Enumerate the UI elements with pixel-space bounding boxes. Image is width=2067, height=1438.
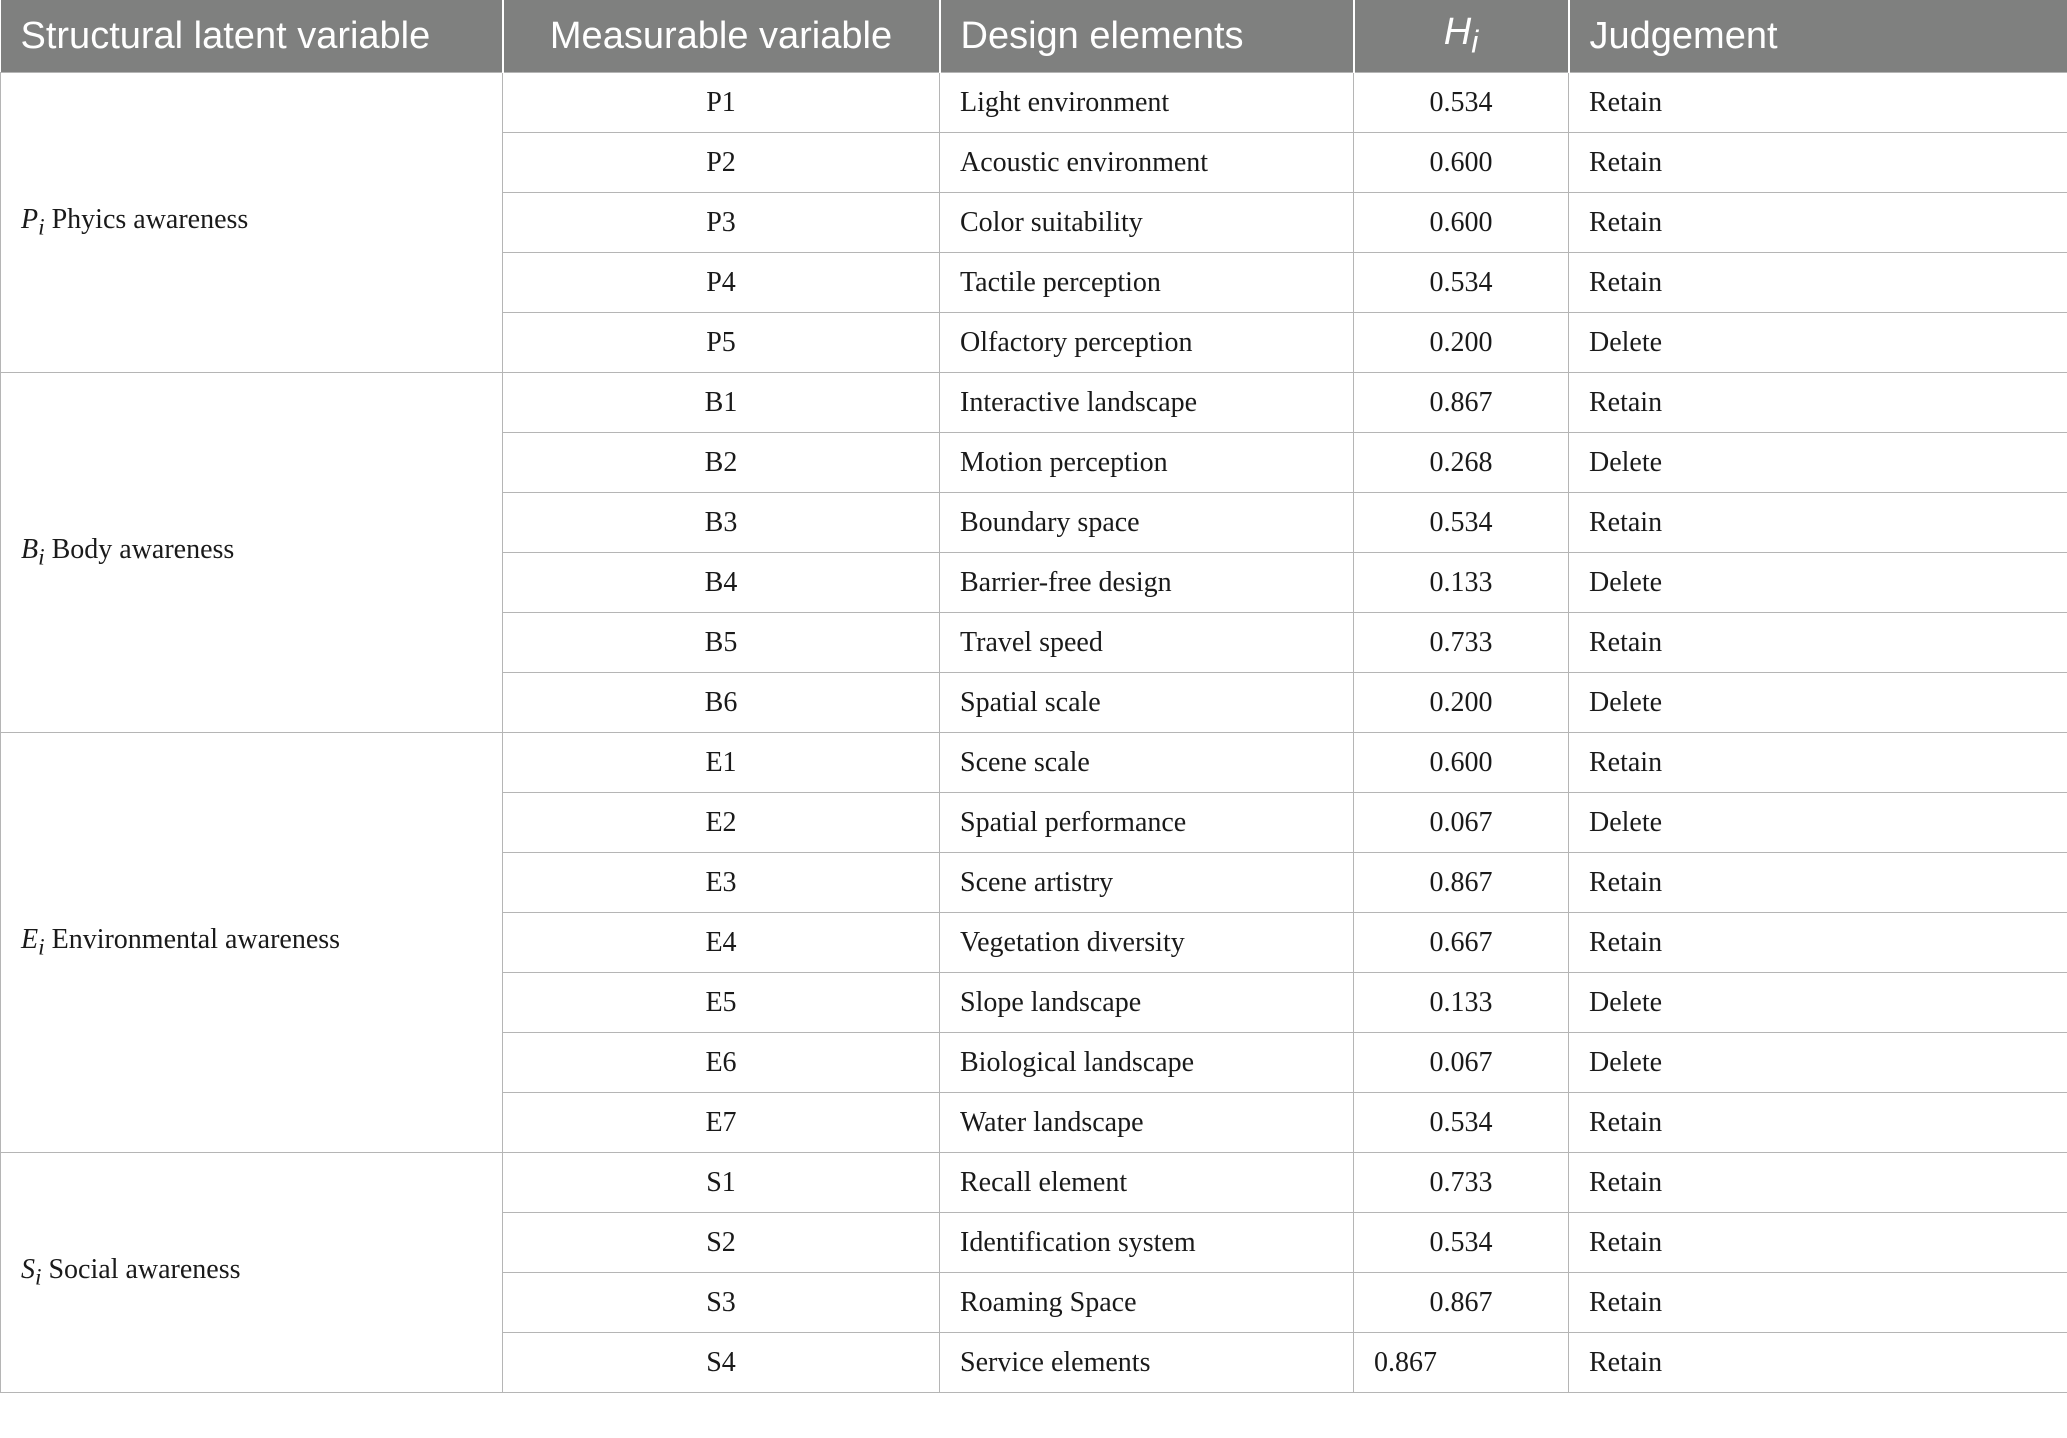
- design-element-cell: Biological landscape: [940, 1033, 1354, 1093]
- design-element-cell: Vegetation diversity: [940, 913, 1354, 973]
- design-element-cell: Light environment: [940, 73, 1354, 133]
- design-element-cell: Travel speed: [940, 613, 1354, 673]
- header-hi: [1354, 0, 1569, 73]
- judgement-cell: Retain: [1569, 733, 2067, 793]
- judgement-cell: Retain: [1569, 913, 2067, 973]
- header-judgement: Judgement: [1569, 0, 2067, 73]
- measurable-variable-cell: B2: [503, 433, 940, 493]
- table-row: [1, 1153, 2067, 1213]
- hi-value-cell: 0.200: [1354, 313, 1569, 373]
- design-element-cell: Olfactory perception: [940, 313, 1354, 373]
- design-element-cell: Barrier-free design: [940, 553, 1354, 613]
- latent-variable-subscript: i: [38, 934, 45, 961]
- latent-variable-symbol: P: [21, 203, 39, 235]
- latent-variable-cell: [1, 73, 503, 373]
- latent-variable-subscript: i: [38, 544, 45, 571]
- latent-variable-subscript: i: [35, 1264, 42, 1291]
- measurable-variable-cell: E6: [503, 1033, 940, 1093]
- measurable-variable-cell: B5: [503, 613, 940, 673]
- design-element-cell: Identification system: [940, 1213, 1354, 1273]
- table-row: [1, 373, 2067, 433]
- latent-variable-symbol: E: [21, 923, 39, 955]
- latent-variable-cell: [1, 1153, 503, 1393]
- measurable-variable-cell: E1: [503, 733, 940, 793]
- design-element-cell: Boundary space: [940, 493, 1354, 553]
- latent-variable-label: Phyics awareness: [51, 203, 249, 235]
- judgement-cell: Delete: [1569, 793, 2067, 853]
- judgement-cell: Retain: [1569, 1153, 2067, 1213]
- judgement-cell: Retain: [1569, 133, 2067, 193]
- header-measurable-variable: Measurable variable: [503, 0, 940, 73]
- header-row: [1, 0, 2067, 73]
- measurable-variable-cell: S1: [503, 1153, 940, 1213]
- design-element-cell: Spatial scale: [940, 673, 1354, 733]
- measurable-variable-cell: E7: [503, 1093, 940, 1153]
- measurable-variable-cell: S4: [503, 1333, 940, 1393]
- judgement-cell: Retain: [1569, 253, 2067, 313]
- hi-value-cell: 0.667: [1354, 913, 1569, 973]
- header-structural-latent-variable: Structural latent variable: [1, 0, 503, 73]
- table-body: [1, 73, 2067, 1393]
- measurable-variable-cell: P2: [503, 133, 940, 193]
- hi-value-cell: 0.534: [1354, 253, 1569, 313]
- judgement-cell: Retain: [1569, 73, 2067, 133]
- measurable-variable-cell: B6: [503, 673, 940, 733]
- design-element-cell: Roaming Space: [940, 1273, 1354, 1333]
- judgement-cell: Delete: [1569, 313, 2067, 373]
- judgement-cell: Delete: [1569, 553, 2067, 613]
- design-element-cell: Spatial performance: [940, 793, 1354, 853]
- design-element-cell: Motion perception: [940, 433, 1354, 493]
- hi-value-cell: 0.268: [1354, 433, 1569, 493]
- judgement-cell: Delete: [1569, 973, 2067, 1033]
- design-element-cell: Water landscape: [940, 1093, 1354, 1153]
- design-element-cell: Tactile perception: [940, 253, 1354, 313]
- hi-value-cell: 0.067: [1354, 1033, 1569, 1093]
- design-element-cell: Color suitability: [940, 193, 1354, 253]
- judgement-cell: Retain: [1569, 1213, 2067, 1273]
- table-row: [1, 733, 2067, 793]
- measurable-variable-cell: S3: [503, 1273, 940, 1333]
- judgement-cell: Retain: [1569, 373, 2067, 433]
- table-row: [1, 73, 2067, 133]
- hi-value-cell: 0.600: [1354, 133, 1569, 193]
- measurable-variable-cell: E4: [503, 913, 940, 973]
- table-header: [1, 0, 2067, 73]
- measurable-variable-cell: E2: [503, 793, 940, 853]
- header-hi-subscript: i: [1471, 23, 1479, 60]
- measurable-variable-cell: P5: [503, 313, 940, 373]
- header-design-elements: Design elements: [940, 0, 1354, 73]
- design-element-cell: Scene artistry: [940, 853, 1354, 913]
- latent-variable-symbol: S: [21, 1253, 35, 1285]
- measurable-variable-cell: B1: [503, 373, 940, 433]
- judgement-cell: Delete: [1569, 673, 2067, 733]
- latent-variable-cell: [1, 373, 503, 733]
- hi-value-cell: 0.867: [1354, 853, 1569, 913]
- measurable-variable-cell: S2: [503, 1213, 940, 1273]
- measurable-variable-cell: B4: [503, 553, 940, 613]
- hi-value-cell: 0.600: [1354, 733, 1569, 793]
- hi-value-cell: 0.733: [1354, 1153, 1569, 1213]
- judgement-cell: Delete: [1569, 1033, 2067, 1093]
- design-element-cell: Interactive landscape: [940, 373, 1354, 433]
- hi-value-cell: 0.534: [1354, 1213, 1569, 1273]
- latent-variable-symbol: B: [21, 533, 39, 565]
- judgement-cell: Retain: [1569, 193, 2067, 253]
- judgement-cell: Retain: [1569, 613, 2067, 673]
- design-element-cell: Slope landscape: [940, 973, 1354, 1033]
- measurable-variable-cell: P4: [503, 253, 940, 313]
- hi-value-cell: 0.867: [1354, 1273, 1569, 1333]
- judgement-cell: Retain: [1569, 493, 2067, 553]
- measurable-variable-cell: B3: [503, 493, 940, 553]
- hi-value-cell: 0.534: [1354, 73, 1569, 133]
- design-element-cell: Service elements: [940, 1333, 1354, 1393]
- hi-value-cell: 0.133: [1354, 973, 1569, 1033]
- latent-variable-cell: [1, 733, 503, 1153]
- judgement-cell: Delete: [1569, 433, 2067, 493]
- hi-value-cell: 0.534: [1354, 493, 1569, 553]
- hi-value-cell: 0.733: [1354, 613, 1569, 673]
- latent-variable-subscript: i: [38, 214, 45, 241]
- measurable-variable-cell: E3: [503, 853, 940, 913]
- latent-variable-label: Environmental awareness: [51, 923, 341, 955]
- hi-value-cell: 0.867: [1354, 373, 1569, 433]
- hi-value-cell: 0.133: [1354, 553, 1569, 613]
- judgement-cell: Retain: [1569, 1273, 2067, 1333]
- judgement-cell: Retain: [1569, 1333, 2067, 1393]
- header-hi-symbol: H: [1443, 11, 1472, 54]
- measurable-variable-cell: P1: [503, 73, 940, 133]
- design-element-cell: Recall element: [940, 1153, 1354, 1213]
- measurable-variable-cell: P3: [503, 193, 940, 253]
- design-element-cell: Acoustic environment: [940, 133, 1354, 193]
- latent-variable-label: Social awareness: [48, 1253, 241, 1285]
- design-element-cell: Scene scale: [940, 733, 1354, 793]
- judgement-cell: Retain: [1569, 853, 2067, 913]
- hi-value-cell: 0.067: [1354, 793, 1569, 853]
- hi-value-cell: 0.600: [1354, 193, 1569, 253]
- hi-value-cell: 0.867: [1354, 1333, 1569, 1393]
- hi-value-cell: 0.200: [1354, 673, 1569, 733]
- judgement-cell: Retain: [1569, 1093, 2067, 1153]
- hi-value-cell: 0.534: [1354, 1093, 1569, 1153]
- latent-variable-label: Body awareness: [51, 533, 235, 565]
- measurable-variable-cell: E5: [503, 973, 940, 1033]
